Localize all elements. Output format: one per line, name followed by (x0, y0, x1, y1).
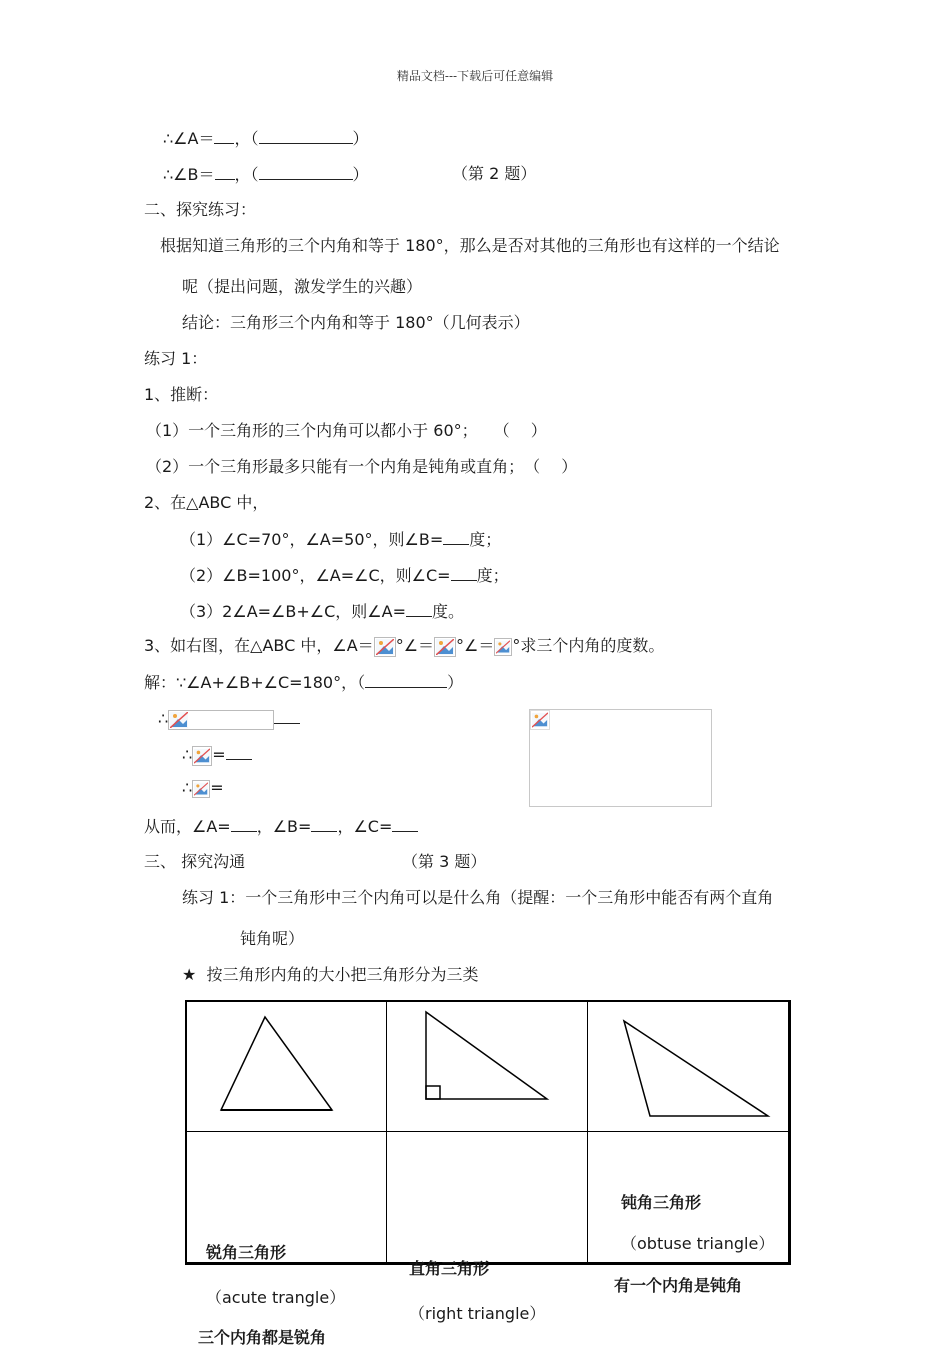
acute-triangle-label: 锐角三角形 (206, 1243, 287, 1262)
result-b: ，∠B= (256, 817, 312, 836)
section3-exercise-line1: 练习 1：一个三角形中三个内角可以是什么角（提醒：一个三角形中能否有两个直角 (182, 888, 774, 907)
q2-item-2-suffix: 度； (476, 566, 509, 585)
therefore-symbol: ∴ (182, 778, 193, 797)
section3-exercise-line2: 钝角呢） (240, 929, 305, 948)
acute-triangle-english: （acute trangle） (206, 1288, 346, 1307)
right-triangle-drawing (426, 1012, 547, 1099)
q3-part-4: °求三个内角的度数。 (512, 636, 665, 655)
figure-caption-q3: （第 3 题） (402, 852, 487, 871)
q1-item-2: （2）一个三角形最多只能有一个内角是钝角或直角； （ ） (146, 457, 578, 476)
equals-sign: = (212, 745, 226, 764)
q2-item-1-prefix: （1）∠C=70°，∠A=50°，则∠B= (180, 530, 444, 549)
acute-triangle-desc: 三个内角都是锐角 (198, 1328, 327, 1347)
right-angle-marker (426, 1086, 440, 1099)
angle-b-prefix: ∴∠B＝ (163, 165, 215, 184)
acute-triangle-drawing (221, 1017, 332, 1110)
right-triangle-label: 直角三角形 (409, 1259, 490, 1278)
section3-heading: 三、 探究沟通 (144, 852, 246, 871)
page-header-watermark: 精品文档---下载后可任意编辑 (396, 69, 554, 83)
q2-item-1-suffix: 度； (469, 530, 502, 549)
q3-part-1: 3、如右图，在△ABC 中，∠A＝ (144, 636, 374, 655)
q2-item-2-prefix: （2）∠B=100°，∠A=∠C，则∠C= (180, 566, 451, 585)
obtuse-triangle-english: （obtuse triangle） (621, 1234, 775, 1253)
star-icon: ★ (182, 965, 197, 984)
section2-conclusion: 结论：三角形三个内角和等于 180°（几何表示） (182, 313, 530, 332)
q3-solution-prefix: 解：∵∠A+∠B+∠C=180°，（ (144, 673, 366, 692)
angle-a-prefix: ∴∠A＝ (163, 129, 215, 148)
therefore-symbol: ∴ (182, 745, 193, 764)
section2-para2: 呢（提出问题，激发学生的兴趣） (182, 277, 423, 296)
q3-part-2: °∠＝ (395, 636, 435, 655)
figure-caption-q2: （第 2 题） (452, 164, 537, 183)
q1-item-1: （1）一个三角形的三个内角可以都小于 60°； （ ） (146, 421, 547, 440)
q3-part-3: °∠＝ (456, 636, 495, 655)
therefore-symbol: ∴ (158, 709, 169, 728)
q2-item-3-suffix: 度。 (432, 602, 465, 621)
q2-item-3-prefix: （3）2∠A=∠B+∠C，则∠A= (180, 602, 406, 621)
result-a: 从而，∠A= (144, 817, 231, 836)
obtuse-triangle-desc: 有一个内角是钝角 (614, 1276, 743, 1295)
section2-para1: 根据知道三角形的三个内角和等于 180°，那么是否对其他的三角形也有这样的一个结论 (160, 236, 780, 255)
angle-a-sep: ，（ (234, 129, 259, 148)
section2-heading: 二、探究练习： (144, 200, 257, 219)
equals-sign: = (210, 778, 224, 797)
angle-a-suffix: ） (352, 129, 369, 148)
result-c: ，∠C= (337, 817, 393, 836)
q2-title: 2、在△ABC 中， (144, 493, 269, 512)
obtuse-triangle-drawing (624, 1021, 768, 1116)
exercise1-title: 练习 1： (144, 349, 208, 368)
angle-b-suffix: ） (352, 165, 369, 184)
classify-text: 按三角形内角的大小把三角形分为三类 (206, 965, 479, 984)
angle-b-sep: ，（ (234, 165, 259, 184)
obtuse-triangle-label: 钝角三角形 (621, 1193, 702, 1212)
q1-title: 1、推断： (144, 385, 219, 404)
right-triangle-english: （right triangle） (409, 1304, 546, 1323)
q3-solution-suffix: ） (447, 673, 464, 692)
